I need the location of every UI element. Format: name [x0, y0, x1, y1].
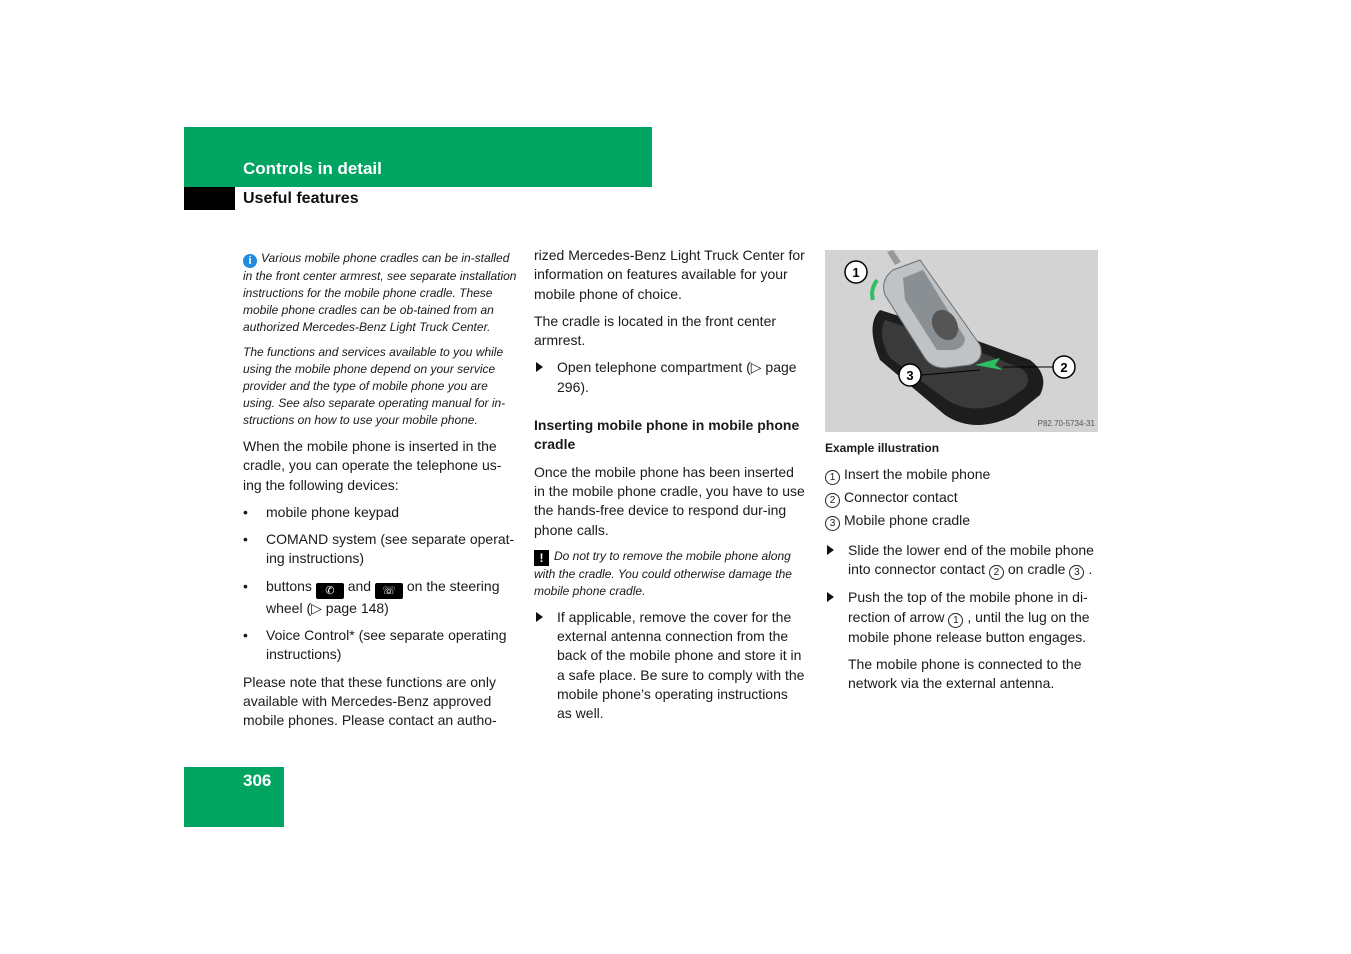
paragraph: Once the mobile phone has been inserted in the mobile phone cradle, you have to use the hands-free device to respond dur-ing phone calls. — [534, 463, 805, 538]
instruction-step: Slide the lower end of the mobile phone into connector contact 2 on cradle 3 . — [825, 541, 1100, 580]
illustration-svg — [825, 250, 1098, 432]
warning-text: Do not try to remove the mobile phone along with the cradle. You could otherwise damage the mobile phone cradle. — [534, 548, 792, 598]
step-text: Push the top of the mobile phone in di-rection of arrow — [848, 589, 1088, 625]
legend-item — [825, 488, 1100, 508]
list-item-text: mobile phone keypad — [266, 503, 400, 520]
number-marker: 1 — [948, 613, 963, 628]
paragraph: The cradle is located in the front center armrest. — [534, 312, 777, 349]
warning-icon: ! — [534, 550, 549, 566]
list-item: • buttons ✆ and ☏ on the steering wheel (▷ page 148) — [243, 577, 500, 616]
step-text: If applicable, remove the cover for the external antenna connection from the back of the mobile phone and store it in a safe place. Be sure to comply with the mobile phone’s operating instructions as well. — [557, 608, 805, 722]
info-note — [243, 250, 518, 336]
step-arrow-icon — [827, 592, 834, 602]
instruction-step — [825, 588, 1100, 647]
list-item-text: on the steering wheel (▷ page 148) — [266, 577, 500, 616]
legend-item — [825, 511, 1100, 531]
list-item-text: Voice Control* (see separate operating instructions) — [266, 627, 507, 663]
section-heading: Inserting mobile phone in mobile phone cradle — [534, 417, 800, 453]
column-2 — [534, 246, 806, 732]
device-list — [243, 503, 518, 665]
list-item-text: buttons — [266, 577, 312, 594]
paragraph: When the mobile phone is inserted in the cradle, you can operate the telephone us-ing the following devices: — [243, 438, 502, 493]
marker-1: 1 — [852, 265, 860, 280]
step-arrow-icon — [827, 545, 834, 555]
legend-text: Connector contact — [844, 489, 958, 505]
page-number: 306 — [243, 771, 272, 790]
figure-code: P82.70-5734-31 — [1037, 419, 1095, 428]
section-title: Controls in detail — [243, 159, 382, 178]
phone-end-icon: ☏ — [375, 583, 403, 599]
legend-text: Insert the mobile phone — [844, 466, 991, 482]
figure-caption: Example illustration — [825, 441, 940, 455]
warning-note — [534, 548, 806, 600]
number-marker: 2 — [825, 493, 840, 508]
number-marker: 1 — [825, 470, 840, 485]
instruction-step — [534, 608, 806, 724]
list-item: • COMAND system (see separate operat-ing instructions) — [243, 531, 515, 567]
legend-text: Mobile phone cradle — [844, 512, 971, 528]
marker-2: 2 — [1060, 360, 1068, 375]
phone-cradle-illustration — [825, 250, 1098, 432]
marker-3: 3 — [906, 368, 914, 383]
instruction-step — [534, 358, 806, 397]
number-marker: 3 — [1069, 565, 1084, 580]
step-arrow-icon — [536, 362, 543, 372]
column-3 — [825, 465, 1100, 701]
step-text: Slide the lower end of the mobile phone into connector contact — [848, 542, 1094, 578]
paragraph: rized Mercedes-Benz Light Truck Center for information on features available for your mobile phone of choice. — [534, 247, 805, 302]
legend-item — [825, 465, 1100, 485]
number-marker: 2 — [989, 565, 1004, 580]
subsection-title: Useful features — [243, 190, 359, 207]
list-item-text: and — [347, 577, 372, 594]
info-note-text: Various mobile phone cradles can be in-stalled in the front center armrest, see separate installation instructions for the mobile phone cradle. These mobile phone cradles can be ob-tained from an authorized Mercedes-Benz Light Truck Center. — [243, 251, 517, 334]
result-text: The mobile phone is connected to the network via the external antenna. — [848, 655, 1082, 692]
subsection-marker — [184, 187, 235, 210]
step-text: , until the lug on the mobile phone release button engages. — [848, 608, 1090, 645]
phone-accept-icon: ✆ — [316, 583, 344, 599]
list-item-text: COMAND system (see separate operat-ing instructions) — [266, 531, 515, 567]
column-1 — [243, 250, 518, 739]
list-item: • mobile phone keypad — [243, 503, 400, 520]
step-arrow-icon — [536, 612, 543, 622]
paragraph: Please note that these functions are only available with Mercedes-Benz approved mobile phones. Please contact an autho- — [243, 673, 497, 729]
step-text: on cradle — [1007, 561, 1066, 578]
number-marker: 3 — [825, 516, 840, 531]
list-item: • Voice Control* (see separate operating instructions) — [243, 627, 507, 663]
info-icon: i — [243, 254, 257, 268]
step-text: Open telephone compartment (▷ page 296). — [557, 359, 797, 395]
info-note-2: The functions and services available to you while using the mobile phone depend on your service provider and the type of mobile phone you are using. See also separate operating manual for in-structions on how to use your mobile phone. — [243, 345, 506, 427]
